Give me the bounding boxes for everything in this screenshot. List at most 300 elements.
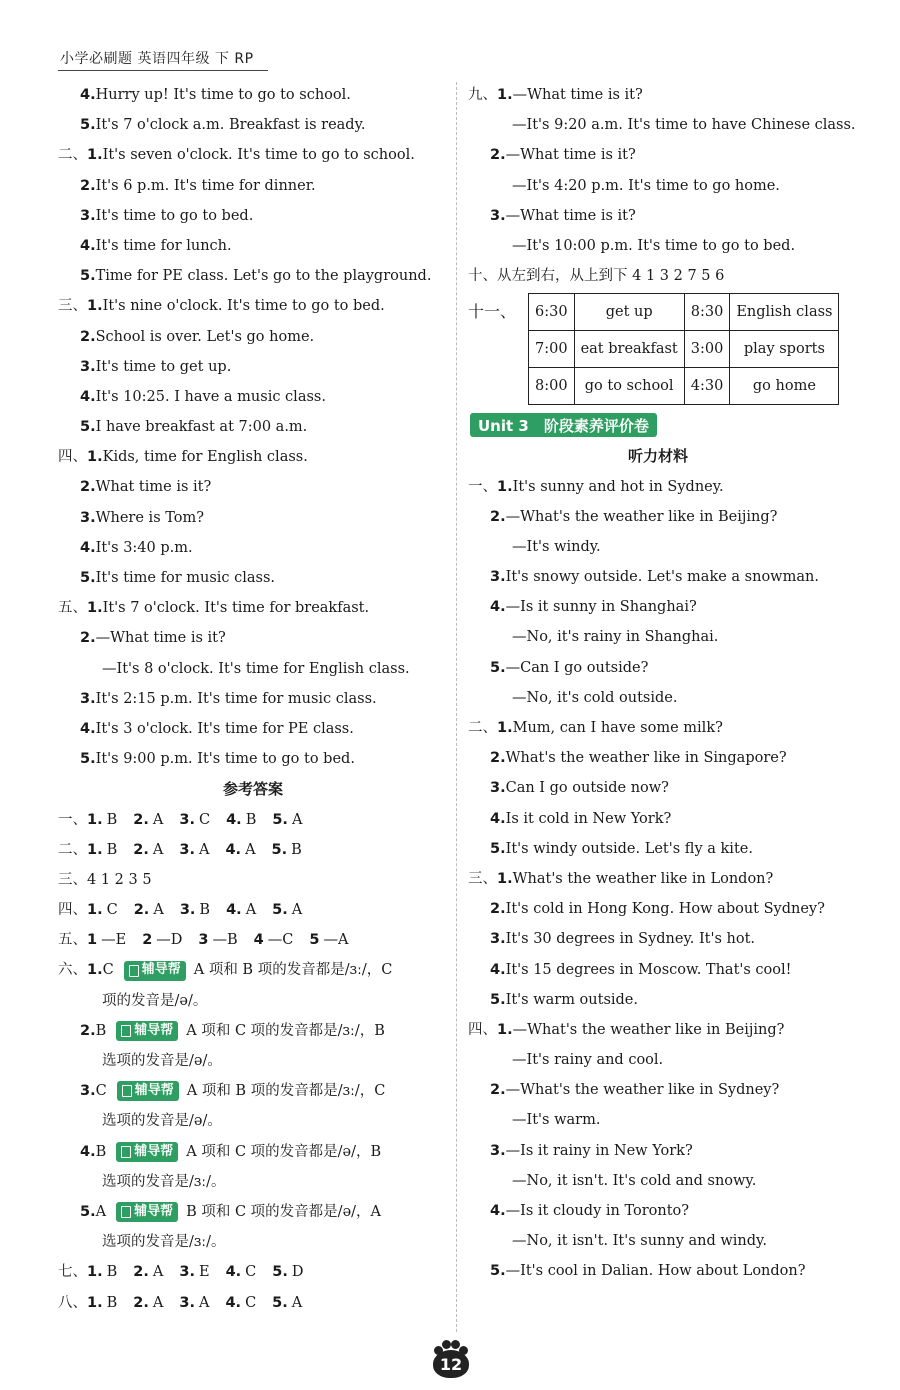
- item-number: 2.: [80, 177, 96, 194]
- answer-letter: A: [152, 1294, 164, 1311]
- badge-label: 辅导帮: [141, 962, 181, 978]
- section-number: 十、: [468, 268, 497, 285]
- answer-letter: C: [245, 1264, 257, 1281]
- answer-letter: E: [198, 1264, 210, 1281]
- right-column: [468, 80, 856, 1287]
- answer-row: [58, 925, 448, 955]
- answer-letter: B: [95, 1022, 107, 1039]
- text-line: [468, 804, 848, 834]
- answer-row: [58, 865, 448, 895]
- explanation-text: 选项的发音是/ɜː/。: [102, 1173, 226, 1190]
- item-number: 5.: [272, 902, 288, 919]
- answer-item: [225, 835, 255, 865]
- answer-letter: B: [245, 811, 257, 828]
- item-number: 2.: [80, 328, 96, 345]
- unit-banner: Unit 3 阶段素养评价卷: [470, 413, 657, 437]
- text-line: [58, 231, 448, 261]
- line-text: —Is it cloudy in Toronto?: [505, 1203, 690, 1219]
- item-number: 1.: [87, 902, 103, 919]
- explanation-text: B 项和 C 项的发音都是/ə/，A: [186, 1203, 382, 1220]
- table-cell: 6:30: [529, 294, 575, 331]
- text-line: [468, 743, 848, 773]
- item-number: 3.: [179, 902, 196, 919]
- answer-item: [272, 1288, 302, 1318]
- table-cell: English class: [730, 294, 839, 331]
- item-number: 3.: [179, 841, 195, 858]
- answer-letter: A: [95, 1203, 107, 1220]
- answer-letter: B: [106, 1294, 118, 1311]
- item-number: 3.: [80, 207, 96, 224]
- line-text: —It's 10:00 p.m. It's time to go to bed.: [512, 237, 796, 254]
- answer-letter: A: [291, 902, 303, 919]
- answer-sequence: 4 1 2 3 5: [87, 871, 152, 888]
- text-line: [58, 654, 448, 684]
- line-text: Kids, time for English class.: [102, 449, 308, 466]
- text-line: [468, 653, 848, 683]
- item-number: 1.: [497, 720, 513, 736]
- explanation-line: [58, 1137, 448, 1167]
- answer-item: [133, 1257, 163, 1287]
- line-text: —What time is it?: [505, 147, 636, 164]
- explanation-line: [58, 1197, 448, 1227]
- answer-letter: A: [152, 1264, 164, 1281]
- line-text: Mum, can I have some milk?: [512, 720, 723, 736]
- tutor-help-badge: [117, 1081, 179, 1101]
- text-line: [468, 231, 848, 261]
- text-line: [58, 261, 448, 291]
- line-text: —What's the weather like in Beijing?: [512, 1021, 785, 1038]
- text-line: [468, 472, 848, 502]
- explanation-text: 选项的发音是/ə/。: [102, 1113, 222, 1130]
- item-number: 5.: [80, 751, 96, 768]
- text-line: [468, 562, 848, 592]
- line-text: It's 9:00 p.m. It's time to go to bed.: [95, 751, 355, 768]
- text-line: [468, 1075, 848, 1105]
- tutor-help-badge: [116, 1202, 178, 1222]
- item-number: 4.: [226, 902, 242, 919]
- item-number: 3.: [490, 780, 506, 797]
- answer-letter: A: [153, 902, 164, 919]
- item-number: 5.: [490, 991, 506, 1008]
- answer-letter: B: [106, 1264, 118, 1281]
- table-row: [529, 331, 839, 368]
- item-number: 1: [87, 932, 98, 949]
- section-number: 九、: [468, 87, 497, 103]
- answer-item: [133, 1288, 163, 1318]
- text-line: [468, 532, 848, 562]
- line-text: —No, it's cold outside.: [512, 689, 678, 706]
- item-number: 1.: [497, 1021, 513, 1038]
- answer-letter: A: [198, 841, 210, 858]
- answer-letter: A: [245, 841, 256, 858]
- explanation-line: [58, 955, 448, 985]
- answer-letter: C: [245, 1294, 257, 1311]
- item-number: 3.: [179, 1264, 195, 1281]
- answer-letter: B: [291, 841, 302, 858]
- item-number: 2.: [490, 1082, 506, 1099]
- text-line: [468, 834, 848, 864]
- table-cell: go to school: [574, 368, 684, 405]
- line-text: —No, it's rainy in Shanghai.: [512, 629, 719, 646]
- answer-item: [179, 1257, 209, 1287]
- section-number: 三、: [468, 870, 497, 887]
- text-line: [58, 140, 448, 170]
- item-number: 3.: [80, 358, 96, 375]
- item-number: 3.: [80, 690, 96, 707]
- answer-item: [87, 925, 126, 955]
- line-text: It's 7 o'clock. It's time for breakfast.: [102, 600, 370, 617]
- text-line: [468, 201, 848, 231]
- line-text: —What's the weather like in Sydney?: [505, 1082, 780, 1099]
- answer-letter: A: [198, 1294, 210, 1311]
- answer-letter: D: [291, 1264, 304, 1281]
- section-number: 一、: [58, 811, 87, 828]
- line-text: It's time for music class.: [95, 570, 276, 586]
- item-number: 4.: [80, 388, 96, 405]
- line-text: Where is Tom?: [95, 509, 205, 526]
- table-cell: 3:00: [684, 331, 730, 368]
- explanation-continued: [58, 1167, 448, 1197]
- item-number: 1.: [497, 478, 513, 495]
- line-text: It's sunny and hot in Sydney.: [512, 478, 724, 495]
- header-rule: [58, 70, 268, 71]
- answer-item: [272, 1257, 303, 1287]
- text-line: [58, 503, 448, 533]
- schedule-table: [528, 293, 839, 405]
- answer-item: [87, 835, 117, 865]
- page-number-badge: [432, 1340, 470, 1378]
- item-number: 4.: [80, 87, 96, 103]
- item-number: 1.: [87, 298, 103, 315]
- line-text: What's the weather like in Singapore?: [505, 750, 787, 767]
- item-number: 1.: [87, 600, 103, 617]
- text-line: [468, 985, 848, 1015]
- line-text: It's time to go to bed.: [95, 207, 254, 224]
- line-text: —It's 4:20 p.m. It's time to go home.: [512, 177, 780, 194]
- item-number: 3.: [179, 811, 195, 828]
- text-line: [58, 171, 448, 201]
- item-number: 2.: [133, 811, 149, 828]
- text-line: [58, 412, 448, 442]
- answer-item: [179, 805, 210, 835]
- text-line: [58, 382, 448, 412]
- item-number: 3.: [490, 569, 506, 586]
- item-number: 5.: [80, 570, 96, 586]
- section-number: 八、: [58, 1294, 87, 1311]
- text-line: [468, 1105, 848, 1135]
- text-line: [58, 684, 448, 714]
- text-line: [468, 140, 848, 170]
- badge-label: 辅导帮: [134, 1022, 174, 1038]
- tutor-help-badge: [124, 961, 186, 981]
- answer-item: [272, 805, 302, 835]
- answer-row: [58, 1288, 448, 1318]
- text-line: [468, 1015, 848, 1045]
- answer-item: [226, 1257, 257, 1287]
- item-number: 1.: [87, 811, 103, 828]
- item-number: 2.: [133, 841, 149, 858]
- book-icon: [129, 965, 139, 977]
- answer-item: [254, 925, 294, 955]
- answer-item: [133, 805, 163, 835]
- text-line: [468, 171, 848, 201]
- text-line: [58, 80, 448, 110]
- left-column: [58, 80, 448, 1318]
- answer-row: [58, 895, 448, 925]
- table-cell: 7:00: [529, 331, 575, 368]
- answer-letter: A: [291, 811, 303, 828]
- line-text: —No, it isn't. It's cold and snowy.: [512, 1172, 757, 1189]
- text-line: [468, 864, 848, 894]
- section-number: 四、: [58, 449, 87, 466]
- section-number: 三、: [58, 871, 87, 888]
- answer-item: [179, 1288, 209, 1318]
- text-line: [468, 1226, 848, 1256]
- answer-item: [142, 925, 182, 955]
- tutor-help-badge: [116, 1021, 178, 1041]
- page-number: 12: [439, 1354, 463, 1374]
- text-line: [58, 352, 448, 382]
- answer-letter: —C: [267, 932, 294, 949]
- text-line: [468, 1045, 848, 1075]
- section-number: 六、: [58, 962, 87, 979]
- line-text: Hurry up! It's time to go to school.: [95, 87, 351, 103]
- item-number: 3.: [179, 1294, 195, 1311]
- text-line: [468, 110, 856, 140]
- item-number: 4.: [225, 841, 242, 858]
- explanation-continued: [58, 986, 448, 1016]
- line-text: 从左到右，从上到下 4 1 3 2 7 5 6: [497, 268, 725, 285]
- item-number: 4.: [80, 720, 96, 737]
- line-text: Can I go outside now?: [505, 780, 669, 797]
- text-line: [468, 1136, 848, 1166]
- text-line: [468, 1166, 848, 1196]
- item-number: 2.: [80, 630, 96, 647]
- answer-letter: A: [245, 902, 257, 919]
- table-row: [529, 294, 839, 331]
- text-line: [468, 592, 848, 622]
- line-text: —Is it rainy in New York?: [505, 1142, 693, 1159]
- item-number: 1.: [87, 841, 103, 858]
- table-cell: 8:30: [684, 294, 730, 331]
- item-number: 4.: [490, 1203, 506, 1219]
- text-line: [58, 744, 448, 774]
- answer-item: [272, 895, 302, 925]
- answer-item: [180, 895, 210, 925]
- item-number: 1.: [87, 147, 103, 164]
- line-text: —It's 8 o'clock. It's time for English class.: [102, 660, 410, 677]
- line-text: It's 2:15 p.m. It's time for music class.: [95, 690, 377, 707]
- text-line: [468, 773, 848, 803]
- explanation-text: 选项的发音是/ə/。: [102, 1053, 222, 1069]
- text-line: [58, 563, 448, 593]
- text-line: [468, 1196, 848, 1226]
- line-text: It's 10:25. I have a music class.: [95, 388, 326, 405]
- answer-letter: —B: [212, 932, 238, 949]
- explanation-line: [58, 1076, 448, 1106]
- line-text: It's 6 p.m. It's time for dinner.: [95, 177, 316, 194]
- text-line: [468, 683, 848, 713]
- line-text: It's 3:40 p.m.: [95, 539, 193, 556]
- item-number: 5.: [80, 117, 96, 134]
- answer-row: [58, 835, 448, 865]
- answer-letter: A: [291, 1294, 303, 1311]
- listening-heading: 听力材料: [627, 447, 688, 466]
- item-number: 4.: [80, 1143, 96, 1160]
- answer-item: [87, 895, 118, 925]
- section-number: 五、: [58, 600, 87, 617]
- answer-letter: B: [95, 1143, 107, 1160]
- text-line: [58, 201, 448, 231]
- section-number: 四、: [468, 1021, 497, 1038]
- explanation-text: 项的发音是/ə/。: [102, 992, 208, 1009]
- text-line: [58, 322, 448, 352]
- table-cell: go home: [730, 368, 839, 405]
- item-number: 3.: [490, 931, 506, 948]
- line-text: —No, it isn't. It's sunny and windy.: [512, 1233, 767, 1250]
- item-number: 5.: [80, 268, 96, 285]
- item-number: 4.: [490, 599, 506, 616]
- badge-label: 辅导帮: [134, 1083, 174, 1099]
- book-icon: [121, 1206, 131, 1218]
- line-text: It's cold in Hong Kong. How about Sydney?: [505, 901, 825, 918]
- answer-item: [134, 895, 164, 925]
- answer-letter: B: [199, 902, 211, 919]
- badge-label: 辅导帮: [134, 1143, 174, 1159]
- answer-letter: B: [106, 811, 118, 828]
- item-number: 4.: [225, 1264, 242, 1281]
- text-line: [58, 623, 448, 653]
- tutor-help-badge: [116, 1142, 178, 1162]
- item-number: 3: [198, 932, 209, 949]
- text-line: [468, 1256, 848, 1286]
- item-number: 2.: [80, 1022, 96, 1039]
- item-number: 2.: [133, 1294, 149, 1311]
- schedule-block: [468, 293, 848, 405]
- text-line: [468, 713, 848, 743]
- item-number: 4.: [226, 811, 242, 828]
- line-text: It's nine o'clock. It's time to go to bed.: [102, 298, 385, 315]
- text-line: [58, 291, 448, 321]
- item-number: 4.: [490, 810, 506, 827]
- item-number: 5.: [272, 1294, 288, 1311]
- item-number: 2.: [490, 901, 506, 918]
- table-cell: get up: [574, 294, 684, 331]
- item-number: 1.: [497, 870, 513, 887]
- text-line: [58, 110, 448, 140]
- line-text: School is over. Let's go home.: [95, 328, 315, 345]
- section-number: 一、: [468, 478, 497, 495]
- answer-letter: —D: [156, 932, 183, 949]
- item-number: 1.: [87, 1294, 103, 1311]
- explanation-text: A 项和 C 项的发音都是/ɜː/，B: [186, 1022, 385, 1039]
- table-cell: 8:00: [529, 368, 575, 405]
- line-text: It's windy outside. Let's fly a kite.: [505, 840, 753, 857]
- line-text: What's the weather like in London?: [512, 870, 774, 887]
- line-text: It's 30 degrees in Sydney. It's hot.: [505, 931, 756, 948]
- explanation-continued: [58, 1046, 448, 1076]
- section-number: 七、: [58, 1264, 87, 1281]
- line-text: What time is it?: [95, 479, 212, 496]
- answer-letter: C: [102, 962, 114, 979]
- item-number: 5.: [272, 1264, 288, 1281]
- answer-letter: —A: [323, 932, 349, 949]
- answer-letter: —E: [101, 932, 127, 949]
- text-line: [468, 502, 848, 532]
- section-number: 二、: [468, 720, 497, 736]
- item-number: 5: [309, 932, 320, 949]
- item-number: 2.: [490, 750, 506, 767]
- line-text: It's seven o'clock. It's time to go to school.: [102, 147, 415, 164]
- text-line: [468, 894, 848, 924]
- answers-heading: 参考答案: [222, 780, 283, 799]
- line-text: —Can I go outside?: [505, 659, 649, 676]
- item-number: 5.: [80, 419, 96, 436]
- answer-letter: C: [106, 902, 118, 919]
- line-text: It's 15 degrees in Moscow. That's cool!: [505, 961, 792, 978]
- text-line: [58, 593, 448, 623]
- answer-row: [58, 805, 448, 835]
- item-number: 4.: [225, 1294, 242, 1311]
- item-number: 4.: [80, 539, 96, 556]
- column-divider: [456, 82, 457, 1332]
- answer-item: [179, 835, 209, 865]
- item-number: 1.: [87, 962, 103, 979]
- line-text: —It's windy.: [512, 538, 601, 555]
- item-number: 3.: [490, 1142, 506, 1159]
- item-number: 2.: [490, 508, 506, 525]
- section-number: 二、: [58, 147, 87, 164]
- item-number: 5.: [490, 659, 506, 676]
- answer-item: [225, 1288, 256, 1318]
- answer-item: [309, 925, 348, 955]
- item-number: 5.: [80, 1203, 96, 1220]
- book-icon: [121, 1025, 131, 1037]
- text-line: [58, 714, 448, 744]
- section-number: 四、: [58, 902, 87, 919]
- book-icon: [121, 1146, 131, 1158]
- item-number: 2: [142, 932, 153, 949]
- text-line: [468, 261, 848, 291]
- line-text: —What time is it?: [505, 207, 636, 224]
- answer-item: [226, 805, 256, 835]
- line-text: It's warm outside.: [505, 991, 638, 1008]
- item-number: 3.: [80, 509, 96, 526]
- book-icon: [122, 1085, 132, 1097]
- answer-item: [272, 835, 302, 865]
- answer-letter: A: [152, 841, 164, 858]
- line-text: It's 7 o'clock a.m. Breakfast is ready.: [95, 117, 366, 134]
- text-line: [58, 533, 448, 563]
- item-number: 3.: [80, 1083, 96, 1100]
- item-number: 5.: [271, 841, 288, 858]
- answer-item: [87, 1257, 117, 1287]
- item-number: 5.: [490, 840, 506, 857]
- line-text: It's time for lunch.: [95, 237, 232, 254]
- explanation-continued: [58, 1227, 448, 1257]
- line-text: It's time to get up.: [95, 358, 232, 375]
- section-number: 十一、: [468, 302, 517, 322]
- explanation-text: 选项的发音是/ɜː/。: [102, 1234, 226, 1251]
- answer-row: [58, 1257, 448, 1287]
- line-text: —What's the weather like in Beijing?: [505, 508, 778, 525]
- answer-letter: C: [198, 811, 211, 828]
- item-number: 4: [253, 932, 264, 949]
- text-line: [468, 955, 848, 985]
- section-number: 三、: [58, 298, 87, 315]
- line-text: —Is it sunny in Shanghai?: [505, 599, 697, 616]
- line-text: Time for PE class. Let's go to the playground.: [95, 268, 432, 285]
